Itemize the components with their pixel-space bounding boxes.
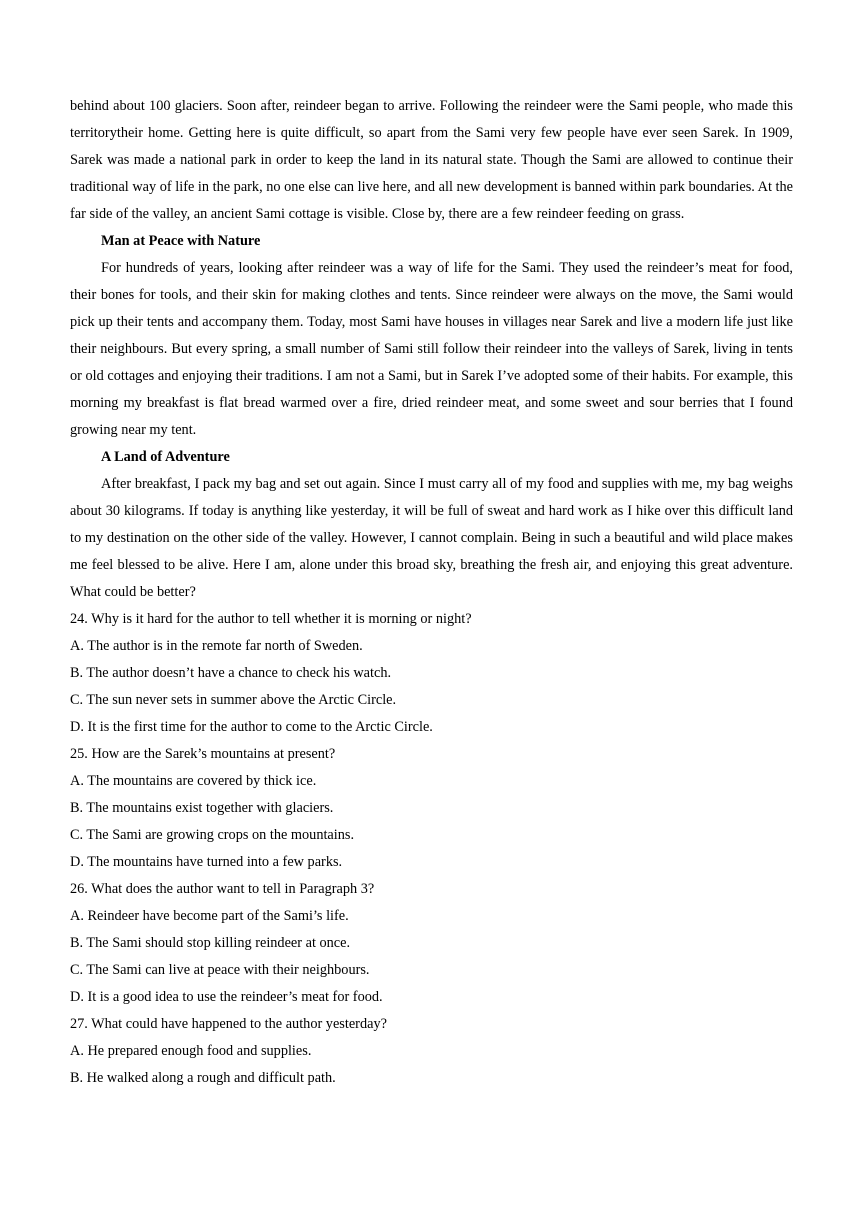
section-heading-land-of-adventure: A Land of Adventure xyxy=(101,449,230,465)
question-26 xyxy=(70,876,793,1011)
answer-option: D. It is a good idea to use the reindeer’s meat for food. xyxy=(70,989,383,1005)
answer-option: C. The Sami are growing crops on the mountains. xyxy=(70,827,355,843)
answer-option: C. The Sami can live at peace with their neighbours. xyxy=(70,962,370,978)
answer-option: A. The mountains are covered by thick ice. xyxy=(70,773,317,789)
answer-option: B. The author doesn’t have a chance to check his watch. xyxy=(70,665,392,681)
answer-option: D. It is the first time for the author to come to the Arctic Circle. xyxy=(70,719,433,735)
question-stem: 25. How are the Sarek’s mountains at present? xyxy=(70,746,336,762)
question-stem: 26. What does the author want to tell in Paragraph 3? xyxy=(70,881,375,897)
document-page xyxy=(70,93,793,1092)
answer-option: A. The author is in the remote far north of Sweden. xyxy=(70,638,363,654)
section-heading-man-at-peace: Man at Peace with Nature xyxy=(101,233,261,249)
question-stem: 24. Why is it hard for the author to tell whether it is morning or night? xyxy=(70,611,472,627)
answer-option: A. Reindeer have become part of the Sami’s life. xyxy=(70,908,349,924)
passage-paragraph-3: After breakfast, I pack my bag and set out again. Since I must carry all of my food and supplies with me, my bag weighs about 30 kilograms. If today is anything like yesterday, it will be full of sweat and hard work as I hike over this difficult land to my destination on the other side of the valley. However, I cannot complain. Being in such a beautiful and wild place makes me feel blessed to be alive. Here I am, alone under this broad sky, breathing the fresh air, and enjoying this great adventure. What could be better? xyxy=(70,476,793,600)
passage-paragraph-1: behind about 100 glaciers. Soon after, reindeer began to arrive. Following the reindeer were the Sami people, who made this territorytheir home. Getting here is quite difficult, so apart from the Sami very few people have ever seen Sarek. In 1909, Sarek was made a national park in order to keep the land in its natural state. Though the Sami are allowed to continue their traditional way of life in the park, no one else can live here, and all new development is banned within park boundaries. At the far side of the valley, an ancient Sami cottage is visible. Close by, there are a few reindeer feeding on grass. xyxy=(70,98,793,222)
answer-option: B. He walked along a rough and difficult path. xyxy=(70,1070,336,1086)
question-25 xyxy=(70,741,793,876)
question-27 xyxy=(70,1011,793,1092)
question-stem: 27. What could have happened to the author yesterday? xyxy=(70,1016,387,1032)
answer-option: B. The mountains exist together with glaciers. xyxy=(70,800,334,816)
answer-option: C. The sun never sets in summer above the Arctic Circle. xyxy=(70,692,397,708)
answer-option: B. The Sami should stop killing reindeer at once. xyxy=(70,935,351,951)
answer-option: A. He prepared enough food and supplies. xyxy=(70,1043,312,1059)
answer-option: D. The mountains have turned into a few parks. xyxy=(70,854,343,870)
passage-paragraph-2: For hundreds of years, looking after reindeer was a way of life for the Sami. They used the reindeer’s meat for food, their bones for tools, and their skin for making clothes and tents. Since reindeer were always on the move, the Sami would pick up their tents and accompany them. Today, most Sami have houses in villages near Sarek and live a modern life just like their neighbours. But every spring, a small number of Sami still follow their reindeer into the valleys of Sarek, living in tents or old cottages and enjoying their traditions. I am not a Sami, but in Sarek I’ve adopted some of their habits. For example, this morning my breakfast is flat bread warmed over a fire, dried reindeer meat, and some sweet and sour berries that I found growing near my tent. xyxy=(70,260,793,438)
question-24 xyxy=(70,606,793,741)
